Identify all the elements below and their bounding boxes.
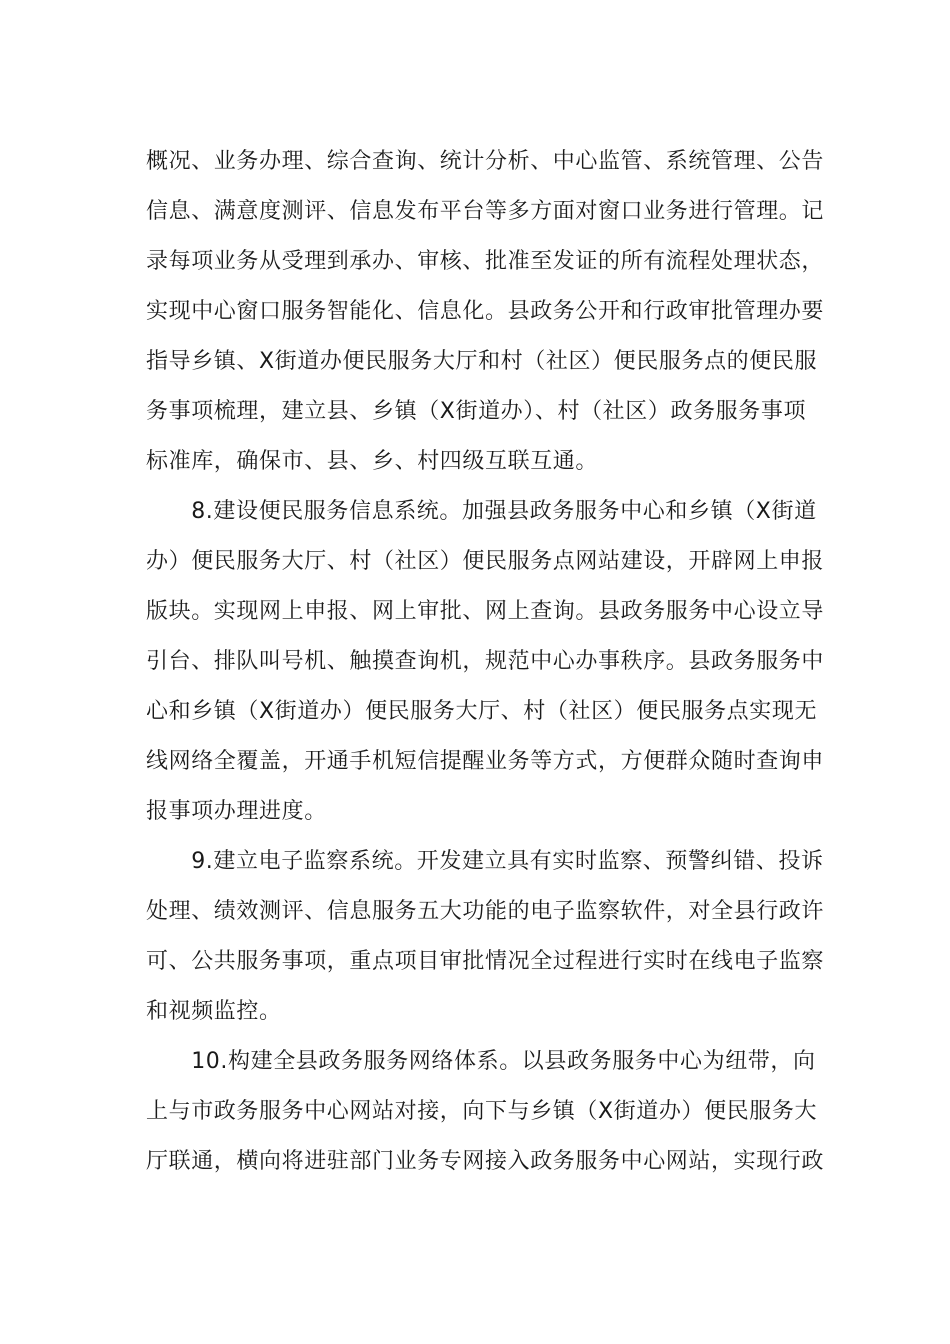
text-line: 8.建设便民服务信息系统。加强县政务服务中心和乡镇（X街道 xyxy=(146,499,817,524)
text-line: 标准库，确保市、县、乡、村四级互联互通。 xyxy=(146,449,599,474)
body-text xyxy=(146,140,825,1190)
text-line: 指导乡镇、X街道办便民服务大厅和村（社区）便民服务点的便民服 xyxy=(146,349,818,374)
text-line: 和视频监控。 xyxy=(146,999,282,1024)
text-line: 务事项梳理，建立县、乡镇（X街道办）、村（社区）政务服务事项 xyxy=(146,399,807,424)
text-line: 报事项办理进度。 xyxy=(146,799,327,824)
text-line: 心和乡镇（X街道办）便民服务大厅、村（社区）便民服务点实现无 xyxy=(146,699,818,724)
text-line: 版块。实现网上申报、网上审批、网上查询。县政务服务中心设立导 xyxy=(146,599,825,624)
text-line: 录每项业务从受理到承办、审核、批准至发证的所有流程处理状态， xyxy=(146,249,825,274)
text-line: 处理、绩效测评、信息服务五大功能的电子监察软件，对全县行政许 xyxy=(146,899,825,924)
text-line: 概况、业务办理、综合查询、统计分析、中心监管、系统管理、公告 xyxy=(146,149,825,174)
text-line: 信息、满意度测评、信息发布平台等多方面对窗口业务进行管理。记 xyxy=(146,199,825,224)
text-line: 9.建立电子监察系统。开发建立具有实时监察、预警纠错、投诉 xyxy=(146,849,824,874)
text-line: 实现中心窗口服务智能化、信息化。县政务公开和行政审批管理办要 xyxy=(146,299,825,324)
text-line: 引台、排队叫号机、触摸查询机，规范中心办事秩序。县政务服务中 xyxy=(146,649,825,674)
text-line: 可、公共服务事项，重点项目审批情况全过程进行实时在线电子监察 xyxy=(146,949,825,974)
text-line: 10.构建全县政务服务网络体系。以县政务服务中心为纽带，向 xyxy=(146,1049,816,1074)
text-line: 线网络全覆盖，开通手机短信提醒业务等方式，方便群众随时查询申 xyxy=(146,749,825,774)
text-line: 厅联通，横向将进驻部门业务专网接入政务服务中心网站，实现行政 xyxy=(146,1149,825,1174)
text-line: 办）便民服务大厅、村（社区）便民服务点网站建设，开辟网上申报 xyxy=(146,549,825,574)
text-line: 上与市政务服务中心网站对接，向下与乡镇（X街道办）便民服务大 xyxy=(146,1099,818,1124)
